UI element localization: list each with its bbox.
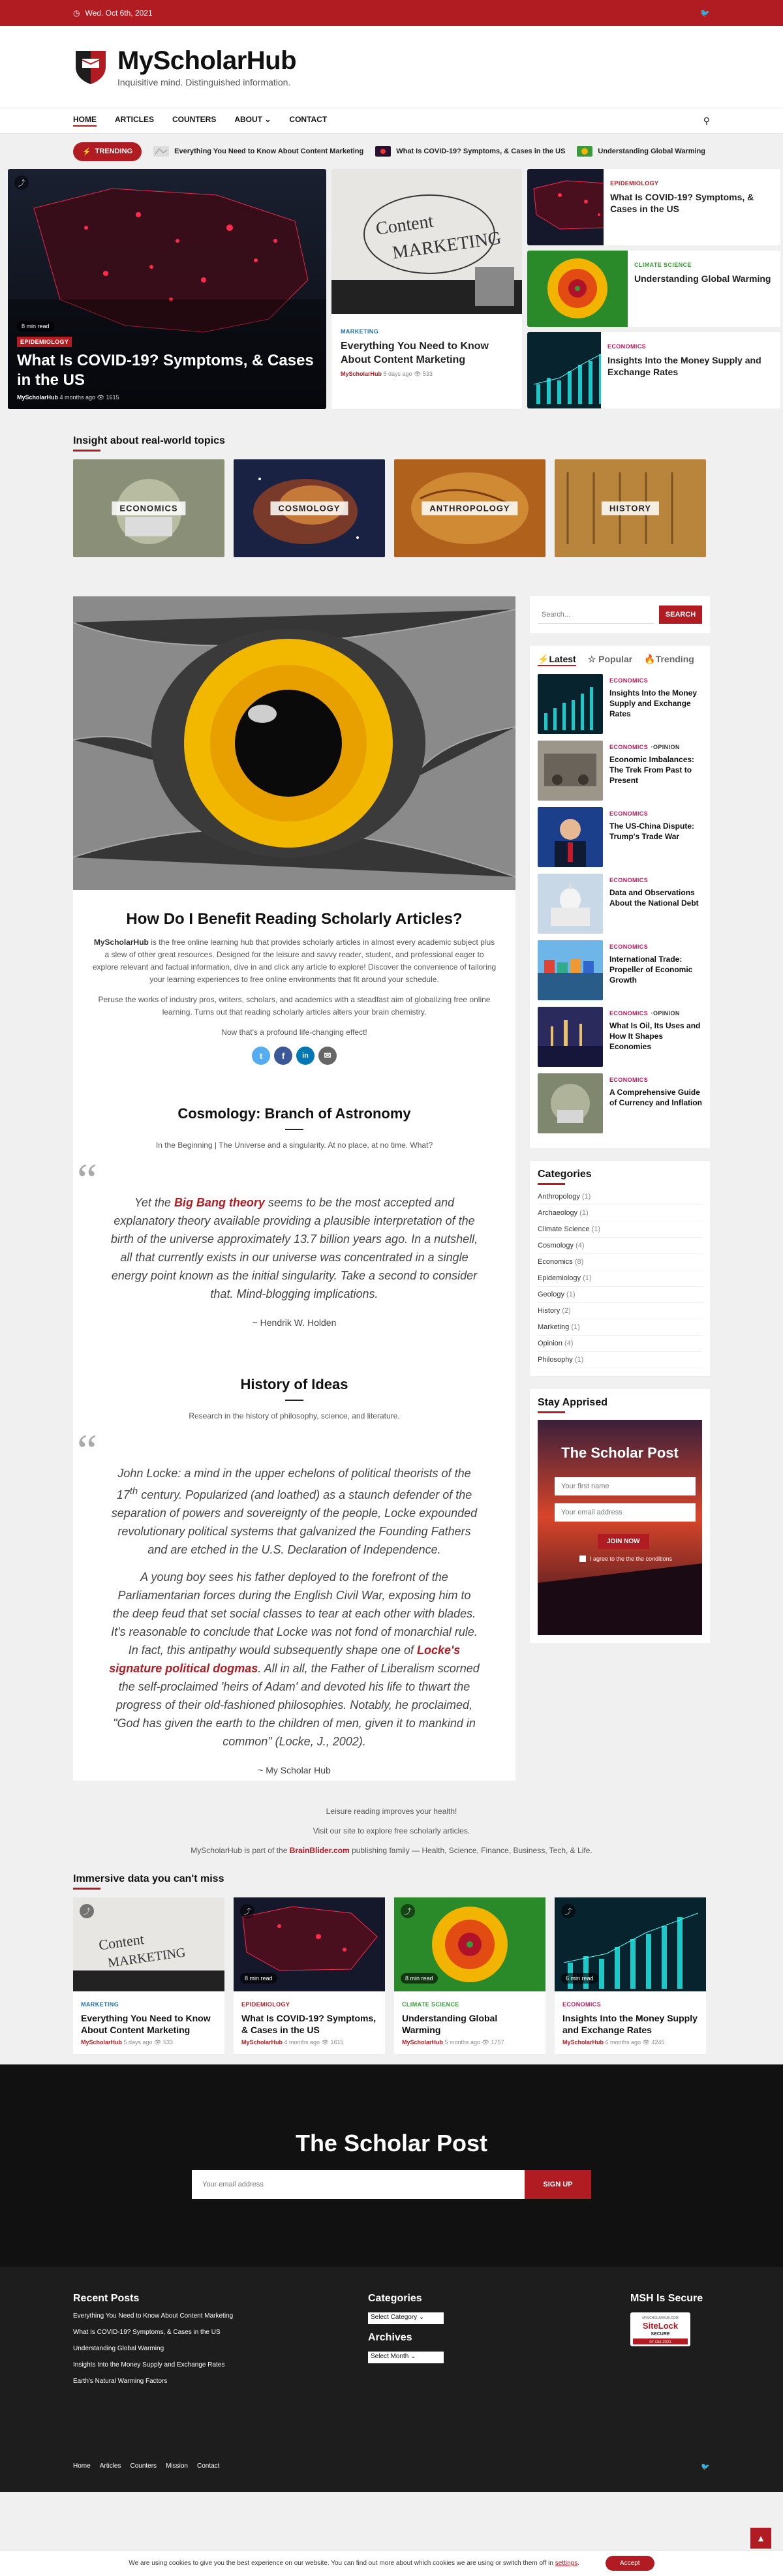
topic-history[interactable]: HISTORY [555, 459, 706, 557]
side-post[interactable]: ECONOMICS A Comprehensive Guide of Currency and Inflation [538, 1073, 702, 1133]
post-thumb [538, 1007, 603, 1067]
content-marketing-image [331, 169, 522, 314]
quote-author: ~ Hendrik W. Holden [252, 1317, 337, 1328]
linkedin-share-icon[interactable]: in [296, 1047, 315, 1065]
share-icon[interactable]: ⤴ [14, 176, 29, 190]
locke-dogmas-link[interactable]: Locke's signature political dogmas [109, 1644, 461, 1675]
post-thumb [538, 940, 603, 1000]
nav-about[interactable]: ABOUT ⌄ [234, 115, 271, 124]
post-title[interactable]: Data and Observations About the National Debt [609, 888, 699, 908]
category-item[interactable]: Epidemiology (1) [538, 1270, 702, 1287]
svg-text:Content: Content [375, 211, 435, 239]
cookie-banner [0, 2550, 783, 2576]
newsletter-box [538, 1420, 702, 1635]
post-title[interactable]: The US-China Dispute: Trump's Trade War [609, 821, 695, 841]
recent-posts-list [73, 2312, 368, 2385]
category-select[interactable]: Select Category ⌄ [368, 2312, 444, 2324]
cookie-text: We are using cookies to give you the best experience on our website. You can find out more about which cookies we are using or switch them off in settings. [129, 2560, 579, 2567]
hero-side-card[interactable] [527, 332, 780, 408]
category-item[interactable]: History (2) [538, 1303, 702, 1319]
widget-underline [538, 1411, 565, 1413]
post-thumb [538, 807, 603, 867]
post-title[interactable]: Insights Into the Money Supply and Exchange Rates [609, 688, 697, 718]
svg-text:MARKETING: MARKETING [391, 228, 503, 264]
footer-nav-link[interactable]: Contact [196, 2462, 220, 2470]
immersive-card[interactable]: ⤴ 8 min read EPIDEMIOLOGY What Is COVID-19? Symptoms, & Cases in the US MyScholarHub 4 months ago 👁 1615 [234, 1897, 385, 2054]
banner-title: The Scholar Post [295, 2130, 488, 2156]
hero-title[interactable]: What Is COVID-19? Symptoms, & Cases in the US [17, 352, 314, 389]
newsletter-banner [0, 2064, 783, 2267]
ideas-title: History of Ideas [240, 1376, 348, 1392]
site-footer [0, 2267, 783, 2492]
footer-nav-link[interactable]: Counters [130, 2462, 157, 2470]
brainblider-link[interactable]: BrainBlider.com [289, 1846, 350, 1855]
nav-articles[interactable]: ARTICLES [115, 115, 154, 124]
topic-economics[interactable]: ECONOMICS [73, 459, 224, 557]
side-post[interactable]: ECONOMICS ·OPINION Economic Imbalances: The Trek From Past to Present [538, 741, 702, 801]
quote-author: ~ My Scholar Hub [258, 1765, 331, 1775]
footer-nav-link[interactable]: Articles [99, 2462, 121, 2470]
post-title[interactable]: What Is COVID-19? Symptoms, & Cases in the US [241, 2013, 376, 2035]
hero-side-card[interactable] [527, 251, 780, 327]
tab-latest[interactable]: ⚡Latest [538, 654, 576, 666]
hero-mid-card[interactable] [331, 169, 522, 409]
cosmology-quote: Yet the Big Bang theory seems to be the most accepted and explanatory theory available providing a plausible interpretation of the birth of the universe approximately 13.7 billion years ago. In a nutshell, all that currently exists in our universe was concentrated in a single energy point known as the initial singularity. Take a second to consider that. Mind-blogging implications. [110, 1196, 478, 1300]
article-title: How Do I Benefit Reading Scholarly Articles? [126, 910, 463, 928]
share-buttons [73, 1047, 515, 1065]
svg-text:07-Oct-2021: 07-Oct-2021 [649, 2340, 671, 2344]
post-title[interactable]: Economic Imbalances: The Trek From Past to Present [609, 755, 695, 785]
trending-item[interactable]: Understanding Global Warming [577, 146, 705, 157]
category-item[interactable]: Economics (8) [538, 1254, 702, 1270]
side-post[interactable]: ECONOMICS ·OPINION What Is Oil, Its Uses and How It Shapes Economies [538, 1007, 702, 1067]
svg-text:Content: Content [97, 1931, 146, 1954]
post-title[interactable]: A Comprehensive Guide of Currency and Inflation [609, 1088, 703, 1107]
trending-item[interactable]: What Is COVID-19? Symptoms, & Cases in the US [375, 146, 565, 157]
widget-underline [538, 1183, 565, 1185]
big-bang-link[interactable]: Big Bang theory [174, 1196, 265, 1209]
article-intro: MyScholarHub is the free online learning hub that provides scholarly articles in almost every academic subject plus a slew of other great resources. Designed for the leisure and savvy reader, student, and professional eager to explore relevant and factual information, dive in and click any article to explore! Discover the convenience of tailoring your learning experiences to free online environments that fit around your schedule. [92, 938, 497, 984]
footer-title: Categories [368, 2293, 422, 2304]
search-button[interactable]: SEARCH [659, 606, 702, 624]
category-tag[interactable]: EPIDEMIOLOGY [17, 337, 72, 347]
newsletter-widget [530, 1389, 710, 1643]
quote-icon: “ [77, 1426, 98, 1476]
footer-notes [0, 1807, 783, 1855]
ideas-quote: John Locke: a mind in the upper echelons of political theorists of the 17th century. Popularized (and loathed) as a staunch defender of the separation of powers and sovereignty of the people, Locke expounded revolutionary political systems that galvanized the Founding Fathers and are etched in the U.S. Declaration of Independence. [111, 1467, 478, 1556]
share-icon[interactable]: ⤴ [80, 1904, 94, 1918]
post-title[interactable]: Understanding Global Warming [402, 2013, 498, 2035]
terms-checkbox[interactable]: I agree to the the the conditions [579, 1556, 672, 1562]
banner-email-input[interactable] [192, 2170, 525, 2199]
twitter-icon[interactable]: 🐦 [700, 8, 710, 18]
footer-nav-link[interactable]: Home [73, 2462, 91, 2470]
section-title: Insight about real-world topics [73, 435, 225, 446]
hero-side-list [527, 169, 780, 409]
footer-link[interactable]: Insights Into the Money Supply and Exchange Rates [73, 2361, 225, 2369]
post-meta: MyScholarHub 5 days ago 👁 533 [341, 371, 433, 377]
arrow-up-icon: ▲ [756, 2533, 765, 2543]
join-button[interactable]: JOIN NOW [598, 1534, 649, 1549]
category-item[interactable]: Philosophy (1) [538, 1352, 702, 1368]
section-underline [73, 450, 100, 452]
main-nav [0, 108, 783, 134]
ideas-subtitle: Research in the history of philosophy, science, and literature. [189, 1411, 400, 1420]
svg-text:SECURE: SECURE [651, 2332, 670, 2337]
article-paragraph: Now that's a profound life-changing effect! [221, 1028, 367, 1037]
cosmology-subtitle: In the Beginning | The Universe and a singularity. At no place, at no time. What? [155, 1141, 433, 1150]
nav-contact[interactable]: CONTACT [289, 115, 328, 124]
owl-eye-image [73, 596, 515, 890]
share-icon[interactable]: ⤴ [561, 1904, 576, 1918]
eye-icon: 👁 [97, 394, 105, 401]
immersive-section [0, 1865, 783, 2054]
cookie-settings-link[interactable]: settings [555, 2560, 578, 2567]
sidebar [530, 596, 710, 1781]
footer-nav [73, 2462, 219, 2479]
nav-home[interactable]: HOME [73, 115, 97, 127]
facebook-share-icon[interactable]: f [274, 1047, 292, 1065]
note-line: Leisure reading improves your health! [326, 1807, 457, 1816]
trending-thumb [577, 146, 592, 157]
svg-text:MYSCHOLARHUB.COM: MYSCHOLARHUB.COM [642, 2316, 679, 2320]
article [73, 596, 515, 1781]
trending-item[interactable]: Everything You Need to Know About Content Marketing [153, 146, 363, 157]
category-tag[interactable]: CLIMATE SCIENCE [634, 262, 692, 268]
topics-section [0, 409, 783, 557]
section-title: Immersive data you can't miss [73, 1873, 224, 1884]
category-list [538, 1189, 702, 1368]
site-tagline: Inquisitive mind. Distinguished information. [117, 77, 291, 87]
post-title[interactable]: What Is Oil, Its Uses and How It Shapes Economies [609, 1021, 701, 1051]
category-tag[interactable]: MARKETING [341, 328, 379, 335]
back-to-top-button[interactable] [750, 2528, 771, 2549]
trending-bar [0, 134, 783, 169]
hero-grid [0, 169, 783, 409]
read-time: 8 min read [17, 321, 54, 331]
svg-text:SiteLock: SiteLock [642, 2321, 679, 2331]
footer-title: Archives [368, 2332, 412, 2343]
category-item[interactable]: Opinion (4) [538, 1336, 702, 1352]
footer-link[interactable]: What Is COVID-19? Symptoms, & Cases in the US [73, 2329, 221, 2336]
categories-widget [530, 1161, 710, 1376]
section-underline [73, 1888, 100, 1890]
post-title[interactable]: Insights Into the Money Supply and Exchange Rates [562, 2013, 698, 2035]
quote-icon: “ [77, 1155, 98, 1205]
widget-title: Stay Apprised [538, 1397, 607, 1408]
article-paragraph: Peruse the works of industry pros, writers, scholars, and academics with a steadfast aim of globalizing free online learning. Turns out that reading scholarly articles alters your brain chemistry. [98, 995, 491, 1017]
note-line: Visit our site to explore free scholarly articles. [313, 1826, 470, 1835]
top-bar [0, 0, 783, 26]
covid-map-thumb [527, 169, 604, 245]
search-input[interactable] [538, 606, 654, 624]
search-widget [530, 596, 710, 633]
ideas-quote: A young boy sees his father deployed to the forefront of the Parliamentarian forces during the English Civil War, exposing him to the deep feud that set social classes to tear at each other with blades. It's reasonable to conclude that Locke was not fond of monarchial rule. In fact, this antipathy would subsequently shape one of Locke's signature political dogmas. All in all, the Father of Liberalism scorned the self-proclaimed 'heirs of Adam' and devoted his life to thwart the progress of their old-fashioned philosophies. Notably, he proclaimed, "God has given the earth to the children of men, given it to mankind in common" (Locke, J., 2002). [109, 1571, 480, 1748]
post-title[interactable]: Insights Into the Money Supply and Exchange Rates [607, 355, 761, 377]
hurricane-thumb [527, 251, 628, 327]
category-item[interactable]: Archaeology (1) [538, 1205, 702, 1221]
sitelock-badge[interactable] [630, 2312, 690, 2346]
side-post[interactable]: ECONOMICS Data and Observations About the National Debt [538, 874, 702, 934]
title-divider [285, 1129, 303, 1130]
category-item[interactable]: Geology (1) [538, 1287, 702, 1303]
footer-link[interactable]: Earth's Natural Warming Factors [73, 2378, 168, 2385]
post-title[interactable]: Everything You Need to Know About Content Marketing [81, 2013, 211, 2035]
widget-title: Categories [538, 1169, 592, 1180]
trending-thumb [153, 146, 169, 157]
twitter-share-icon[interactable]: t [252, 1047, 270, 1065]
footer-link[interactable]: Understanding Global Warming [73, 2345, 164, 2352]
tab-popular[interactable]: ☆ Popular [587, 654, 633, 664]
search-icon[interactable]: ⚲ [703, 115, 710, 126]
tab-trending[interactable]: 🔥Trending [644, 654, 694, 664]
side-post[interactable]: ECONOMICS The US-China Dispute: Trump's Trade War [538, 807, 702, 867]
cosmology-title: Cosmology: Branch of Astronomy [177, 1105, 411, 1122]
category-item[interactable]: Cosmology (4) [538, 1238, 702, 1254]
email-share-icon[interactable]: ✉ [318, 1047, 337, 1065]
trending-thumb [375, 146, 391, 157]
category-tag[interactable]: ECONOMICS [607, 343, 647, 350]
immersive-card[interactable]: ⤴ 8 min read CLIMATE SCIENCE Understanding Global Warming MyScholarHub 5 months ago 👁 1757 [394, 1897, 545, 2054]
nav-counters[interactable]: COUNTERS [172, 115, 217, 124]
site-header [0, 26, 783, 108]
category-item[interactable]: Marketing (1) [538, 1319, 702, 1336]
content-marketing-image [73, 1897, 224, 1991]
date-display [73, 8, 153, 18]
category-tag[interactable]: EPIDEMIOLOGY [610, 180, 659, 187]
category-item[interactable]: Anthropology (1) [538, 1189, 702, 1205]
footer-title: Recent Posts [73, 2293, 140, 2304]
twitter-icon[interactable]: 🐦 [701, 2463, 710, 2471]
sign-up-button[interactable]: SIGN UP [525, 2170, 591, 2199]
main-content [0, 557, 783, 1781]
category-item[interactable]: Climate Science (1) [538, 1221, 702, 1238]
post-title[interactable]: What Is COVID-19? Symptoms, & Cases in the US [610, 192, 754, 214]
title-divider [285, 1400, 303, 1401]
post-title[interactable]: Everything You Need to Know About Content Marketing [341, 341, 489, 365]
post-thumb [538, 674, 603, 734]
clock-icon: ◷ [73, 8, 80, 18]
immersive-card[interactable]: ⤴ 6 min read ECONOMICS Insights Into the Money Supply and Exchange Rates MyScholarHub 6 months ago 👁 4245 [555, 1897, 706, 2054]
svg-text:MARKETING: MARKETING [106, 1945, 187, 1970]
post-thumb [538, 874, 603, 934]
stock-chart-thumb [527, 332, 601, 408]
accept-cookies-button[interactable]: Accept [606, 2556, 654, 2571]
email-input[interactable]: Your email address [555, 1503, 696, 1522]
newsletter-title: The Scholar Post [561, 1445, 679, 1461]
trending-label: ⚡ TRENDING [73, 142, 142, 161]
post-meta: MyScholarHub 4 months ago 👁 1615 [17, 394, 119, 401]
immersive-card[interactable]: Content MARKETING ⤴ MARKETING Everything You Need to Know About Content Marketing MyScholarHub 5 days ago 👁 533 [73, 1897, 224, 2054]
side-post[interactable]: ECONOMICS Insights Into the Money Supply and Exchange Rates [538, 674, 702, 734]
share-icon[interactable]: ⤴ [240, 1904, 254, 1918]
site-title[interactable]: MyScholarHub [117, 46, 297, 75]
current-date: Wed. Oct 6th, 2021 [85, 8, 153, 18]
posts-tabs-widget [530, 646, 710, 1148]
eye-icon: 👁 [414, 371, 422, 377]
post-title[interactable]: Understanding Global Warming [634, 273, 771, 284]
side-post[interactable]: ECONOMICS International Trade: Propeller of Economic Growth [538, 940, 702, 1000]
post-thumb [538, 1073, 603, 1133]
topic-cosmology[interactable]: COSMOLOGY [234, 459, 385, 557]
hero-side-card[interactable] [527, 169, 780, 245]
share-icon[interactable]: ⤴ [401, 1904, 415, 1918]
post-title[interactable]: International Trade: Propeller of Economic Growth [609, 955, 693, 985]
first-name-input[interactable]: Your first name [555, 1477, 696, 1495]
hero-main-card[interactable] [8, 169, 326, 409]
topic-anthropology[interactable]: ANTHROPOLOGY [394, 459, 545, 557]
bolt-icon: ⚡ [82, 147, 91, 156]
footer-title: MSH Is Secure [630, 2293, 703, 2304]
footer-link[interactable]: Everything You Need to Know About Content Marketing [73, 2312, 234, 2320]
note-line: MyScholarHub is part of the BrainBlider.com publishing family — Health, Science, Finance, Business, Tech, & Life. [191, 1846, 592, 1855]
archive-select[interactable]: Select Month ⌄ [368, 2352, 444, 2363]
shield-logo-icon[interactable] [73, 48, 108, 86]
footer-nav-link[interactable]: Mission [166, 2462, 188, 2470]
post-thumb [538, 741, 603, 801]
